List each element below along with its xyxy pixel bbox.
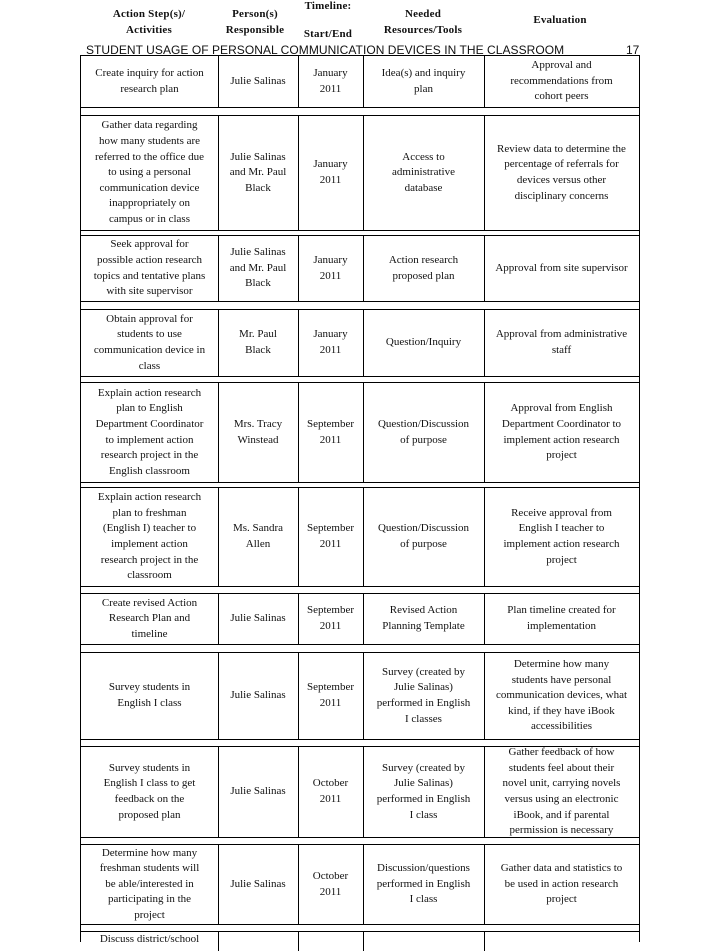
cell-evaluation (484, 236, 639, 301)
column-divider (484, 310, 485, 376)
column-divider (363, 747, 364, 837)
cell-text-timeline: September 2011 (306, 522, 355, 550)
cell-text-evaluation: Receive approval from English I teacher to implement action research project (503, 506, 620, 566)
cell-timeline (298, 488, 363, 586)
cell-text-timeline: September 2011 (306, 681, 355, 709)
cell-resources (363, 236, 484, 301)
cell-text-action: Create revised Action Research Plan and timeline (101, 596, 198, 640)
cell-person (218, 594, 298, 644)
column-divider (363, 116, 364, 230)
cell-person (218, 310, 298, 376)
column-divider (363, 488, 364, 586)
cell-resources (363, 488, 484, 586)
column-divider (298, 594, 299, 644)
column-divider (363, 845, 364, 924)
cell-text-action: Create inquiry for action research plan (95, 66, 204, 95)
cell-timeline (298, 56, 363, 107)
header-needed-resources: Needed Resources/Tools (383, 8, 463, 36)
cell-evaluation (484, 594, 639, 644)
table-row (81, 115, 639, 231)
cell-action (81, 116, 218, 230)
cell-person (218, 747, 298, 837)
cell-text-resources: Survey (created by Julie Salinas) performed in English I classes (376, 665, 471, 725)
cell-action (81, 594, 218, 644)
cell-resources (363, 747, 484, 837)
column-divider (363, 594, 364, 644)
cell-text-person: Julie Salinas (230, 785, 286, 798)
cell-text-resources: Discussion/questions performed in English I class (376, 862, 471, 906)
cell-evaluation (484, 310, 639, 376)
column-divider (298, 383, 299, 482)
cell-person (218, 116, 298, 230)
column-divider (298, 116, 299, 230)
cell-text-resources: Revised Action Planning Template (382, 604, 465, 632)
column-divider (218, 383, 219, 482)
cell-text-action: Survey students in English I class to get feedback on the proposed plan (103, 761, 196, 821)
cell-timeline (298, 845, 363, 924)
column-divider (298, 236, 299, 301)
cell-action (81, 488, 218, 586)
cell-text-evaluation: Review data to determine the percentage of referrals for devices versus other disciplinary concerns (497, 142, 626, 202)
column-divider (298, 56, 299, 107)
cell-timeline (298, 383, 363, 482)
column-divider (298, 845, 299, 924)
cell-timeline (298, 116, 363, 230)
cell-text-resources: Action research proposed plan (388, 253, 459, 282)
column-divider (363, 383, 364, 482)
column-divider (363, 56, 364, 107)
cell-action (81, 383, 218, 482)
cell-text-action: Determine how many freshman students will be able/interested in participating in the project (99, 846, 200, 921)
cell-text-resources: Question/Inquiry (385, 336, 462, 349)
page-number: 17 (626, 43, 640, 57)
cell-timeline (298, 310, 363, 376)
table-row (81, 931, 639, 951)
column-divider (484, 594, 485, 644)
table-row (81, 487, 639, 587)
column-divider (298, 488, 299, 586)
column-divider (484, 488, 485, 586)
cell-text-timeline: September 2011 (306, 417, 355, 446)
column-divider (363, 236, 364, 301)
column-divider (218, 747, 219, 837)
cell-text-timeline: January 2011 (313, 158, 348, 186)
column-divider (484, 236, 485, 301)
cell-text-timeline: September 2011 (306, 604, 355, 632)
cell-text-timeline: January 2011 (313, 66, 348, 95)
column-divider (218, 653, 219, 739)
column-divider (218, 845, 219, 924)
header-action-steps: Action Step(s)/ Activities (112, 8, 186, 36)
cell-action (81, 56, 218, 107)
cell-text-evaluation: Plan timeline created for implementation (507, 604, 616, 632)
cell-person (218, 845, 298, 924)
cell-action (81, 747, 218, 837)
column-divider (363, 653, 364, 739)
header-evaluation: Evaluation (533, 14, 587, 26)
cell-timeline (298, 236, 363, 301)
cell-text-person: Mrs. Tracy Winstead (233, 417, 283, 446)
cell-timeline (298, 594, 363, 644)
column-divider (218, 488, 219, 586)
column-divider (298, 653, 299, 739)
table-row (81, 746, 639, 838)
cell-person (218, 56, 298, 107)
cell-text-resources: Access to administrative database (392, 150, 455, 194)
cell-text-person: Julie Salinas (230, 74, 286, 87)
cell-text-action: Explain action research plan to freshman (English I) teacher to implement action research project in the classroom (97, 491, 202, 582)
cell-text-evaluation: Approval from English Department Coordinator to implement action research project (501, 402, 622, 462)
column-divider (218, 310, 219, 376)
column-divider (218, 116, 219, 230)
cell-person (218, 383, 298, 482)
cell-evaluation (484, 747, 639, 837)
cell-person (218, 236, 298, 301)
column-divider (484, 116, 485, 230)
cell-text-action: Gather data regarding how many students are referred to the office due to using a personal communication device inappropriately on campus or in class (94, 119, 205, 225)
table-row (81, 309, 639, 377)
cell-text-evaluation: Approval and recommendations from cohort peers (510, 59, 613, 103)
table-row (81, 382, 639, 483)
cell-action (81, 653, 218, 739)
cell-text-evaluation: Gather feedback of how students feel about their novel unit, carrying novels versus using an electronic iBook, and if parental permission is necessary (502, 746, 621, 837)
running-header-title: STUDENT USAGE OF PERSONAL COMMUNICATION DEVICES IN THE CLASSROOM (86, 43, 565, 57)
cell-resources (363, 845, 484, 924)
column-divider (484, 383, 485, 482)
column-divider (484, 845, 485, 924)
column-divider (484, 747, 485, 837)
cell-evaluation (484, 116, 639, 230)
cell-text-timeline: October 2011 (312, 869, 349, 898)
cell-text-action: Explain action research plan to English Department Coordinator to implement action research project in the English classroom (95, 386, 204, 477)
cell-text-timeline: October 2011 (312, 777, 349, 805)
table-row (81, 235, 639, 302)
cell-timeline (298, 747, 363, 837)
table-row (81, 652, 639, 740)
cell-action (81, 845, 218, 924)
cell-resources (363, 383, 484, 482)
column-divider (218, 56, 219, 107)
cell-evaluation (484, 488, 639, 586)
cell-text-timeline: January 2011 (313, 253, 348, 282)
cell-evaluation (484, 383, 639, 482)
cell-text-action: Survey students in English I class (108, 681, 191, 709)
cell-text-action: Discuss district/school (99, 933, 200, 945)
cell-timeline (298, 653, 363, 739)
cell-text-person: Julie Salinas (230, 877, 286, 890)
cell-text-person: Ms. Sandra Allen (232, 522, 284, 550)
cell-resources (363, 56, 484, 107)
cell-text-evaluation: Gather data and statistics to be used in action research project (500, 862, 623, 906)
column-divider (218, 236, 219, 301)
column-divider (484, 653, 485, 739)
cell-action (81, 236, 218, 301)
cell-text-evaluation: Approval from administrative staff (495, 328, 628, 356)
header-timeline: Timeline: Start/End (303, 0, 353, 40)
table-row (81, 593, 639, 645)
action-plan-table (80, 55, 640, 945)
cell-text-evaluation: Approval from site supervisor (495, 261, 628, 274)
column-divider (484, 56, 485, 107)
column-divider (298, 310, 299, 376)
column-divider (218, 594, 219, 644)
cell-resources (363, 116, 484, 230)
cell-resources (363, 594, 484, 644)
cell-text-resources: Question/Discussion of purpose (377, 417, 470, 446)
header-persons-responsible: Person(s) Responsible (225, 8, 285, 36)
cell-text-action: Obtain approval for students to use communication device in class (93, 312, 206, 372)
cell-text-resources: Idea(s) and inquiry plan (381, 66, 466, 95)
column-divider (298, 747, 299, 837)
cell-evaluation (484, 845, 639, 924)
cell-action (81, 310, 218, 376)
cell-text-evaluation: Determine how many students have personal communication devices, what kind, if they have iBook accessibilities (495, 658, 628, 733)
table-row (81, 55, 639, 108)
cell-resources (363, 310, 484, 376)
cell-text-person: Julie Salinas (230, 689, 286, 702)
cell-text-person: Julie Salinas and Mr. Paul Black (229, 246, 287, 290)
cell-text-person: Mr. Paul Black (239, 328, 277, 356)
cell-person (218, 488, 298, 586)
cell-person (218, 653, 298, 739)
cell-text-resources: Question/Discussion of purpose (377, 522, 470, 550)
cell-text-timeline: January 2011 (313, 328, 348, 356)
table-row (81, 844, 639, 925)
cell-text-person: Julie Salinas and Mr. Paul Black (229, 150, 287, 194)
cell-evaluation (484, 653, 639, 739)
cell-text-action: Seek approval for possible action research topics and tentative plans with site supervisor (93, 238, 206, 298)
column-divider (363, 310, 364, 376)
cell-text-person: Julie Salinas (230, 612, 286, 625)
cell-evaluation (484, 56, 639, 107)
cell-text-resources: Survey (created by Julie Salinas) performed in English I class (376, 761, 471, 821)
cell-resources (363, 653, 484, 739)
